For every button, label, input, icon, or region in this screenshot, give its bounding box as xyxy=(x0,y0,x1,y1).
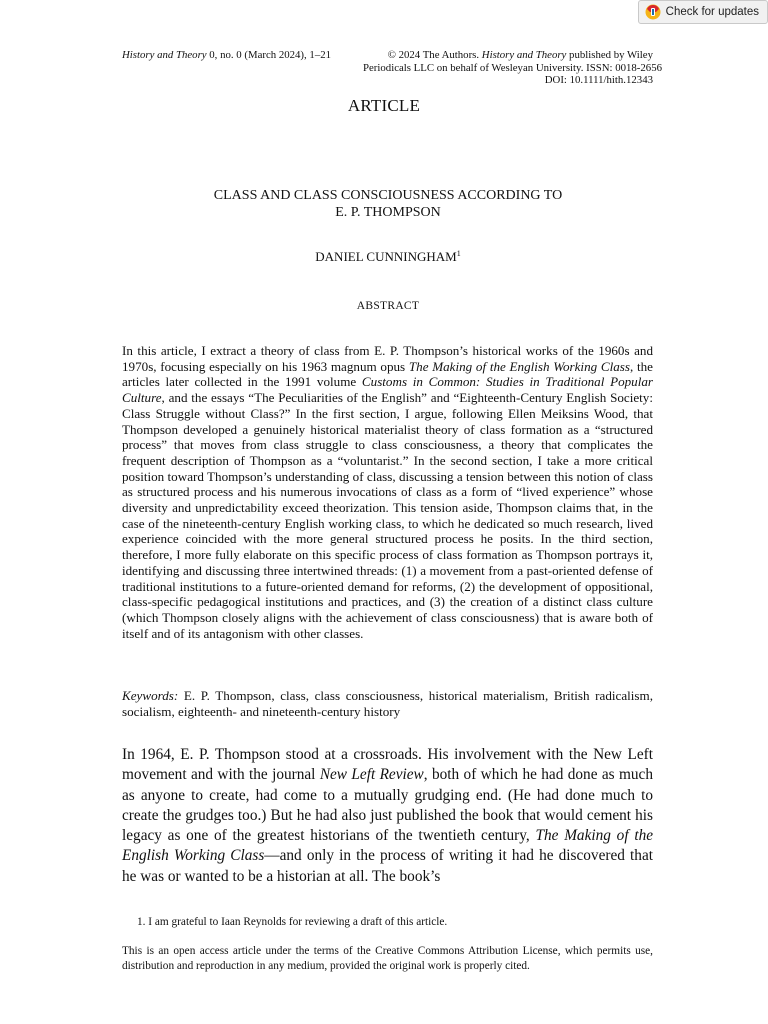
footnote-text: I am grateful to Iaan Reynolds for reviewing a draft of this article. xyxy=(145,916,448,928)
abstract-book-title: The Making of the English Working Class xyxy=(408,358,630,374)
journal-issue: 0, no. 0 (March 2024), 1–21 xyxy=(206,49,332,61)
keywords-list: E. P. Thompson, class, class consciousness, historical materialism, British radicalism, socialism, eighteenth- and nineteenth-century history xyxy=(122,688,653,719)
abstract-segment: In this article, I extract a theory of class from E. P. Thompson’s historical works of the 1960s and 1970s, focusing especially on his 1963 magnum opus xyxy=(122,343,653,374)
journal-citation xyxy=(122,49,331,62)
abstract-segment: , and the essays “The Peculiarities of the English” and “Eighteenth-Century English Society: Class Struggle without Class?” In the first section, I argue, following Ellen Meiksins Wood, that Thompson developed a genuinely historical materialist theory of class formation as a “structured process” that moves from class struggle to class consciousness, a theory that complicates the frequent description of Thompson as a “voluntarist.” In the second section, I take a more critical position toward Thompson’s understanding of class, discussing a tension between this notion of class as structured process and his numerous invocations of class as a form of “lived experience” whose diversity and unpredictability exceed theorization. This tension aside, Thompson claims that, in the case of the nineteenth-century English working class, to which he dedicated so much research, lived experience coincided with the more general structured process he posits. In the third section, therefore, I more fully elaborate on this specific process of class formation as Thompson portrays it, identifying and discussing three intertwined threads: (1) a movement from a past-oriented defense of traditional institutions to a future-oriented demand for reforms, (2) the development of oppositional, class-specific pedagogical institutions and practices, and (3) the creation of a distinct class culture (which Thompson closely aligns with the achievement of class consciousness) that is aware both of itself and of its antagonism with other classes. xyxy=(122,390,653,641)
abstract-heading: ABSTRACT xyxy=(356,300,420,312)
title-line-1: CLASS AND CLASS CONSCIOUSNESS ACCORDING TO xyxy=(213,188,563,203)
author-footnote-mark[interactable]: 1 xyxy=(456,249,461,258)
publisher-line: Periodicals LLC on behalf of Wesleyan University. ISSN: 0018-2656 xyxy=(363,61,662,74)
abstract-text xyxy=(122,343,653,641)
footnote-number: 1. xyxy=(137,916,146,928)
abstract-book-title: Customs in Common: Studies in Traditional Popular Culture xyxy=(122,374,653,406)
copyright-line xyxy=(363,49,653,62)
author-text: DANIEL CUNNINGHAM xyxy=(315,249,457,264)
doi-line: DOI: 10.1111/hith.12343 xyxy=(544,74,653,86)
title-line-2: E. P. THOMPSON xyxy=(335,205,441,220)
copyright-suffix: published by Wiley xyxy=(566,49,653,61)
author-name xyxy=(0,249,768,265)
footnote xyxy=(137,915,653,929)
copyright-prefix: © 2024 The Authors. xyxy=(387,49,482,61)
check-for-updates-label: Check for updates xyxy=(665,6,759,18)
copyright-block xyxy=(363,49,662,87)
body-segment: —and only in the process of writing it had he discovered that he was or wanted to be a historian at all. The book’s xyxy=(122,847,653,885)
crossmark-icon xyxy=(645,4,661,20)
license-notice: This is an open access article under the terms of the Creative Commons Attribution License, which permits use, distribution and reproduction in any medium, provided the original work is properly cited. xyxy=(122,945,653,972)
article-type-label: ARTICLE xyxy=(347,96,421,115)
body-segment: In 1964, E. P. Thompson stood at a crossroads. His involvement with the New Left movement and with the journal xyxy=(122,746,653,784)
keywords-label: Keywords: xyxy=(122,688,179,703)
article-title xyxy=(0,187,768,221)
journal-name: History and Theory xyxy=(122,49,207,61)
body-book-title: The Making of the English Working Class xyxy=(122,827,654,865)
check-for-updates-button[interactable] xyxy=(638,0,768,24)
body-paragraph xyxy=(122,745,653,887)
body-segment: , both of which he had done as much as anyone to create, had come to a mutually grudging end. (He had done much to create the grudges too.) But he had also just published the book that would cement his legacy as one of the greatest historians of the twentieth century, xyxy=(122,766,653,845)
keywords xyxy=(122,688,653,719)
body-journal-title: New Left Review xyxy=(319,766,424,784)
copyright-journal: History and Theory xyxy=(481,49,567,61)
abstract-segment: , the articles later collected in the 1991 volume xyxy=(122,358,653,390)
